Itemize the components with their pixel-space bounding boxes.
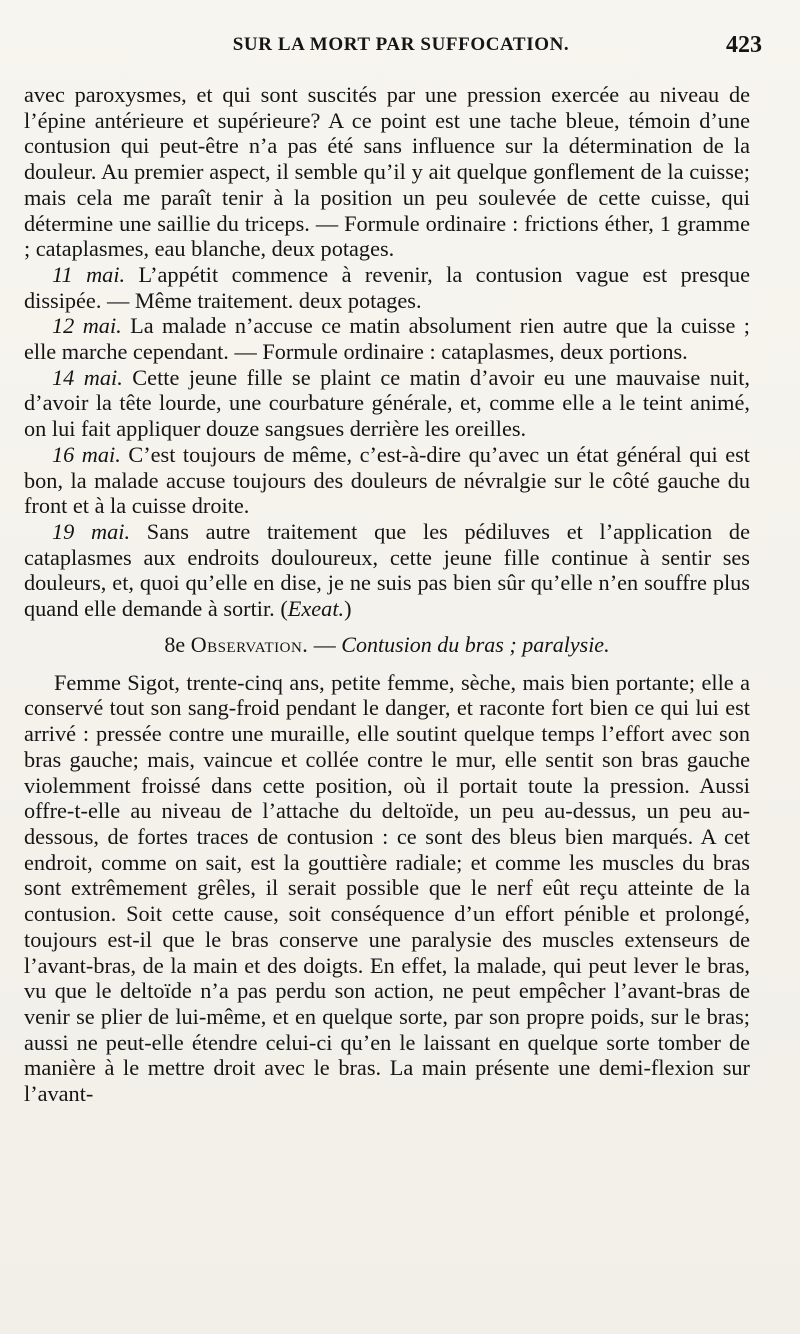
entry-11-mai xyxy=(24,262,750,313)
entry-text: Sans autre traitement que les pédiluves et l’application de cataplasmes aux endroits douloureux, cette jeune fille continue à sentir ses douleurs, et, quoi qu’elle en dise, je ne suis pas bien sûr qu’elle n’en souffre plus quand elle demande à sortir. ( xyxy=(24,518,750,622)
entry-date: 14 mai. xyxy=(52,364,123,390)
entry-date: 12 mai. xyxy=(52,313,122,339)
entry-text: La malade n’accuse ce matin absolument rien autre que la cuisse ; elle marche cependant. — Formule ordinaire : cataplasmes, deux portions. xyxy=(24,313,750,365)
observation-dash: — xyxy=(308,631,342,657)
entry-date: 19 mai. xyxy=(52,518,131,544)
exeat-note: Exeat. xyxy=(287,596,345,622)
entry-19-mai xyxy=(24,519,750,622)
body-text xyxy=(24,82,750,1107)
entry-text: L’appétit commence à revenir, la contusion vague est presque dissipée. — Même traitement. deux potages. xyxy=(24,261,750,313)
entry-date: 11 mai. xyxy=(52,261,126,287)
paragraph-continuation: avec paroxysmes, et qui sont suscités par une pression exercée au niveau de l’épine antérieure et supérieure? A ce point est une tache bleue, témoin d’une contusion qui peut-être n’a pas été sans influence sur la détermination de la douleur. Au premier aspect, il semble qu’il y ait quelque gonflement de la cuisse; mais cela me paraît tenir à la position un peu soulevée de cette cuisse, qui détermine une saillie du triceps. — Formule ordinaire : frictions éther, 1 gramme ; cataplasmes, eau blanche, deux potages. xyxy=(24,82,750,262)
entry-12-mai xyxy=(24,313,750,364)
page-header xyxy=(40,34,762,64)
entry-date: 16 mai. xyxy=(52,441,121,467)
observation-title: Contusion du bras ; paralysie. xyxy=(341,631,610,657)
observation-label: Observation. xyxy=(190,631,309,657)
entry-text: Cette jeune fille se plaint ce matin d’avoir eu une mauvaise nuit, d’avoir la tête lourde, une courbature générale, et, comme elle a le teint animé, on lui fait appliquer douze sangsues derrière les oreilles. xyxy=(24,364,750,442)
observation-heading xyxy=(24,630,750,660)
closing-paren: ) xyxy=(344,596,352,622)
entry-14-mai xyxy=(24,365,750,442)
running-title: SUR LA MORT PAR SUFFOCATION. xyxy=(232,34,570,55)
entry-16-mai xyxy=(24,442,750,519)
entry-text: C’est toujours de même, c’est-à-dire qu’avec un état général qui est bon, la malade accuse toujours des douleurs de névralgie sur le côté gauche du front et à la cuisse droite. xyxy=(24,441,750,519)
page-number: 423 xyxy=(726,32,762,58)
observation-number: 8e xyxy=(164,631,186,657)
observation-body: Femme Sigot, trente-cinq ans, petite femme, sèche, mais bien portante; elle a conservé tout son sang-froid pendant le danger, et raconte fort bien ce qui lui est arrivé : pressée contre une muraille, elle soutint quelque temps l’effort avec son bras gauche; mais, vaincue et collée contre le mur, elle sentit son bras gauche violemment froissé dans cette position, où il portait toute la pression. Aussi offre-t-elle au niveau de l’attache du deltoïde, un peu au-dessus, un peu au-dessous, de fortes traces de contusion : ce sont des bleus bien marqués. A cet endroit, comme on sait, est la gouttière radiale; et comme les muscles du bras sont extrêmement grêles, il serait possible que le nerf eût reçu atteinte de la contusion. Soit cette cause, soit conséquence d’un effort pénible et prolongé, toujours est-il que le bras conserve une paralysie des muscles extenseurs de l’avant-bras, de la main et des doigts. En effet, la malade, qui peut lever le bras, vu que le deltoïde n’a pas perdu son action, ne peut empêcher l’avant-bras de venir se plier de lui-même, et en quelque sorte, par son propre poids, sur le bras; aussi ne peut-elle étendre celui-ci qu’en le laissant en quelque sorte tomber de manière à le mettre droit avec le bras. La main présente une demi-flexion sur l’avant- xyxy=(24,669,750,1107)
